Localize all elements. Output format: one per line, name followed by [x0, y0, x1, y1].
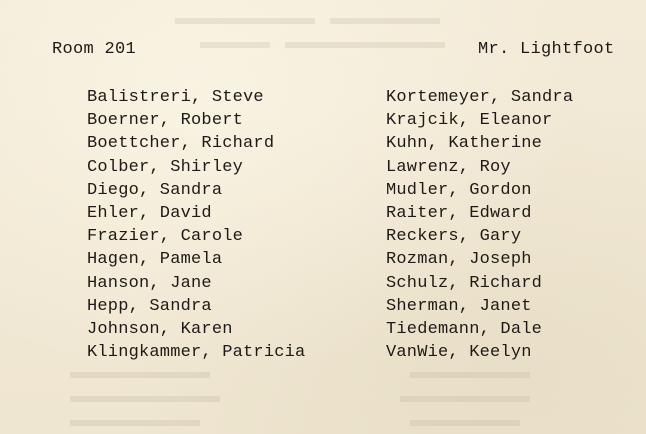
- student-name: Boettcher, Richard: [87, 134, 275, 154]
- student-name: Rozman, Joseph: [386, 250, 532, 270]
- student-name: Tiedemann, Dale: [386, 319, 543, 339]
- student-name: Ehler, David: [87, 203, 212, 223]
- student-name: Reckers, Gary: [386, 227, 522, 247]
- student-name: Kuhn, Katherine: [386, 134, 543, 154]
- student-name: Frazier, Carole: [87, 227, 244, 247]
- student-name: VanWie, Keelyn: [386, 343, 532, 363]
- student-name: Krajcik, Eleanor: [386, 111, 553, 131]
- student-name: Sherman, Janet: [386, 296, 532, 316]
- room-number: Room 201: [52, 40, 137, 59]
- student-name: Schulz, Richard: [386, 273, 543, 293]
- student-list-right: [386, 86, 573, 364]
- student-name: Hanson, Jane: [87, 273, 212, 293]
- student-name: Raiter, Edward: [386, 203, 532, 223]
- student-name: Mudler, Gordon: [386, 180, 532, 200]
- student-name: Diego, Sandra: [87, 180, 223, 200]
- student-name: Hagen, Pamela: [87, 250, 223, 270]
- student-name: Balistreri, Steve: [87, 88, 264, 107]
- student-name: Kortemeyer, Sandra: [386, 88, 574, 107]
- student-list-left: [87, 86, 305, 364]
- teacher-name: Mr. Lightfoot: [478, 40, 615, 59]
- student-name: Johnson, Karen: [87, 319, 233, 339]
- student-name: Colber, Shirley: [87, 157, 244, 177]
- student-name: Hepp, Sandra: [87, 296, 212, 316]
- student-name: Lawrenz, Roy: [386, 157, 511, 177]
- student-name: Klingkammer, Patricia: [87, 343, 306, 363]
- student-name: Boerner, Robert: [87, 111, 244, 131]
